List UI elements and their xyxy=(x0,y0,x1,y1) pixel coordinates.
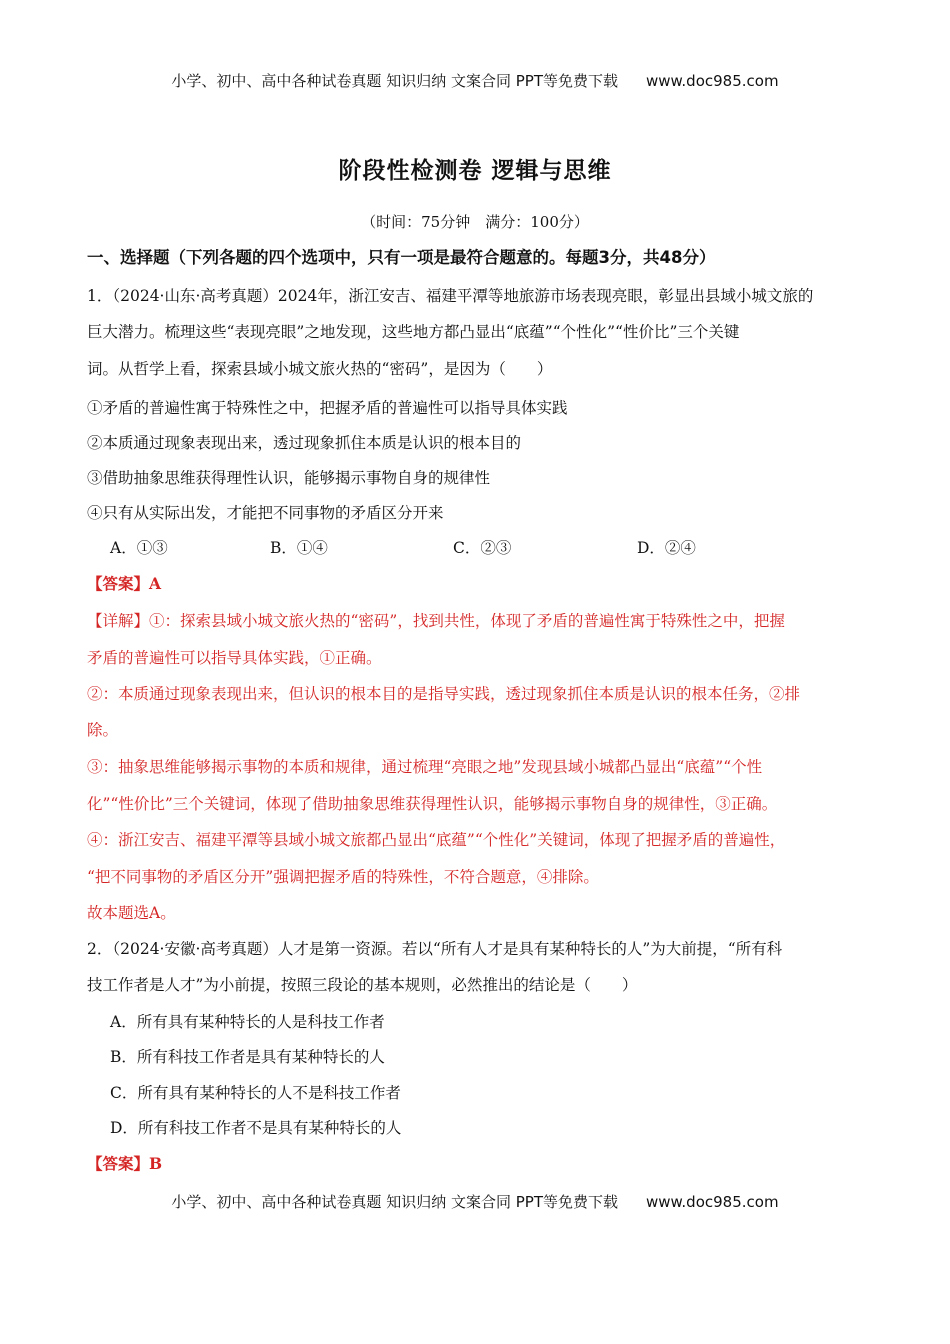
q1-explanation-line: ④：浙江安吉、福建平潭等县域小城文旅都凸显出“底蕴”“个性化”关键词，体现了把握矛盾的普遍性， xyxy=(87,831,786,849)
q2-option-a[interactable]: A．所有具有某种特长的人是科技工作者 xyxy=(110,1013,385,1031)
q1-statement: ③借助抽象思维获得理性认识，能够揭示事物自身的规律性 xyxy=(87,469,491,487)
q1-option-a[interactable]: A．①③ xyxy=(110,539,168,557)
q1-option-c[interactable]: C．②③ xyxy=(453,539,512,557)
q1-option-d[interactable]: D．②④ xyxy=(637,539,696,557)
page-title: 阶段性检测卷 逻辑与思维 xyxy=(338,158,612,184)
q1-statement: ④只有从实际出发，才能把不同事物的矛盾区分开来 xyxy=(87,504,444,522)
exam-info: （时间：75分钟 满分：100分） xyxy=(361,213,589,231)
q1-statement: ②本质通过现象表现出来，透过现象抓住本质是认识的根本目的 xyxy=(87,434,522,452)
q1-explanation-line: 故本题选A。 xyxy=(87,904,176,922)
footer-url-link[interactable]: www.doc985.com xyxy=(645,1193,779,1211)
q1-explanation-line: ③：抽象思维能够揭示事物的本质和规律，通过梳理“亮眼之地”发现县域小城都凸显出“底蕴”“个性 xyxy=(87,758,763,776)
header-url-link[interactable]: www.doc985.com xyxy=(645,72,779,90)
header-text: 小学、初中、高中各种试卷真题 知识归纳 文案合同 PPT等免费下载 xyxy=(171,72,618,90)
q2-option-d[interactable]: D．所有科技工作者不是具有某种特长的人 xyxy=(110,1119,402,1137)
q1-options xyxy=(110,536,810,558)
q1-answer: 【答案】A xyxy=(87,574,162,593)
q1-option-b[interactable]: B．①④ xyxy=(270,539,328,557)
q1-explanation-line: 化”“性价比”三个关键词，体现了借助抽象思维获得理性认识，能够揭示事物自身的规律性，③正确。 xyxy=(87,795,778,813)
q2-stem-line: 2．（2024·安徽·高考真题）人才是第一资源。若以“所有人才是具有某种特长的人”为大前提，“所有科 xyxy=(87,940,783,958)
page-footer xyxy=(0,1191,950,1212)
q2-option-c[interactable]: C．所有具有某种特长的人不是科技工作者 xyxy=(110,1084,401,1102)
q1-stem-line: 巨大潜力。梳理这些“表现亮眼”之地发现，这些地方都凸显出“底蕴”“个性化”“性价比”三个关键 xyxy=(87,323,740,341)
q1-stem-line: 1．（2024·山东·高考真题）2024年，浙江安吉、福建平潭等地旅游市场表现亮眼，彰显出县域小城文旅的 xyxy=(87,287,814,305)
q1-explanation-line: 【详解】①：探索县域小城文旅火热的“密码”，找到共性，体现了矛盾的普遍性寓于特殊性之中，把握 xyxy=(87,612,785,630)
q1-explanation-line: 矛盾的普遍性可以指导具体实践，①正确。 xyxy=(87,649,382,667)
q2-stem-line: 技工作者是人才”为小前提，按照三段论的基本规则，必然推出的结论是（ ） xyxy=(87,976,638,994)
q1-stem-line: 词。从哲学上看，探索县域小城文旅火热的“密码”，是因为（ ） xyxy=(87,360,553,378)
q1-explanation-line: 除。 xyxy=(87,721,119,739)
q2-option-b[interactable]: B．所有科技工作者是具有某种特长的人 xyxy=(110,1048,385,1066)
q2-answer: 【答案】B xyxy=(87,1154,163,1173)
section-heading: 一、选择题（下列各题的四个选项中，只有一项是最符合题意的。每题3分，共48分） xyxy=(87,248,716,267)
q1-explanation-line: “把不同事物的矛盾区分开”强调把握矛盾的特殊性，不符合题意，④排除。 xyxy=(87,868,599,886)
page-header xyxy=(0,70,950,91)
q1-explanation-line: ②：本质通过现象表现出来，但认识的根本目的是指导实践，透过现象抓住本质是认识的根本任务，②排 xyxy=(87,685,801,703)
q1-statement: ①矛盾的普遍性寓于特殊性之中，把握矛盾的普遍性可以指导具体实践 xyxy=(87,399,568,417)
footer-text: 小学、初中、高中各种试卷真题 知识归纳 文案合同 PPT等免费下载 xyxy=(171,1193,618,1211)
